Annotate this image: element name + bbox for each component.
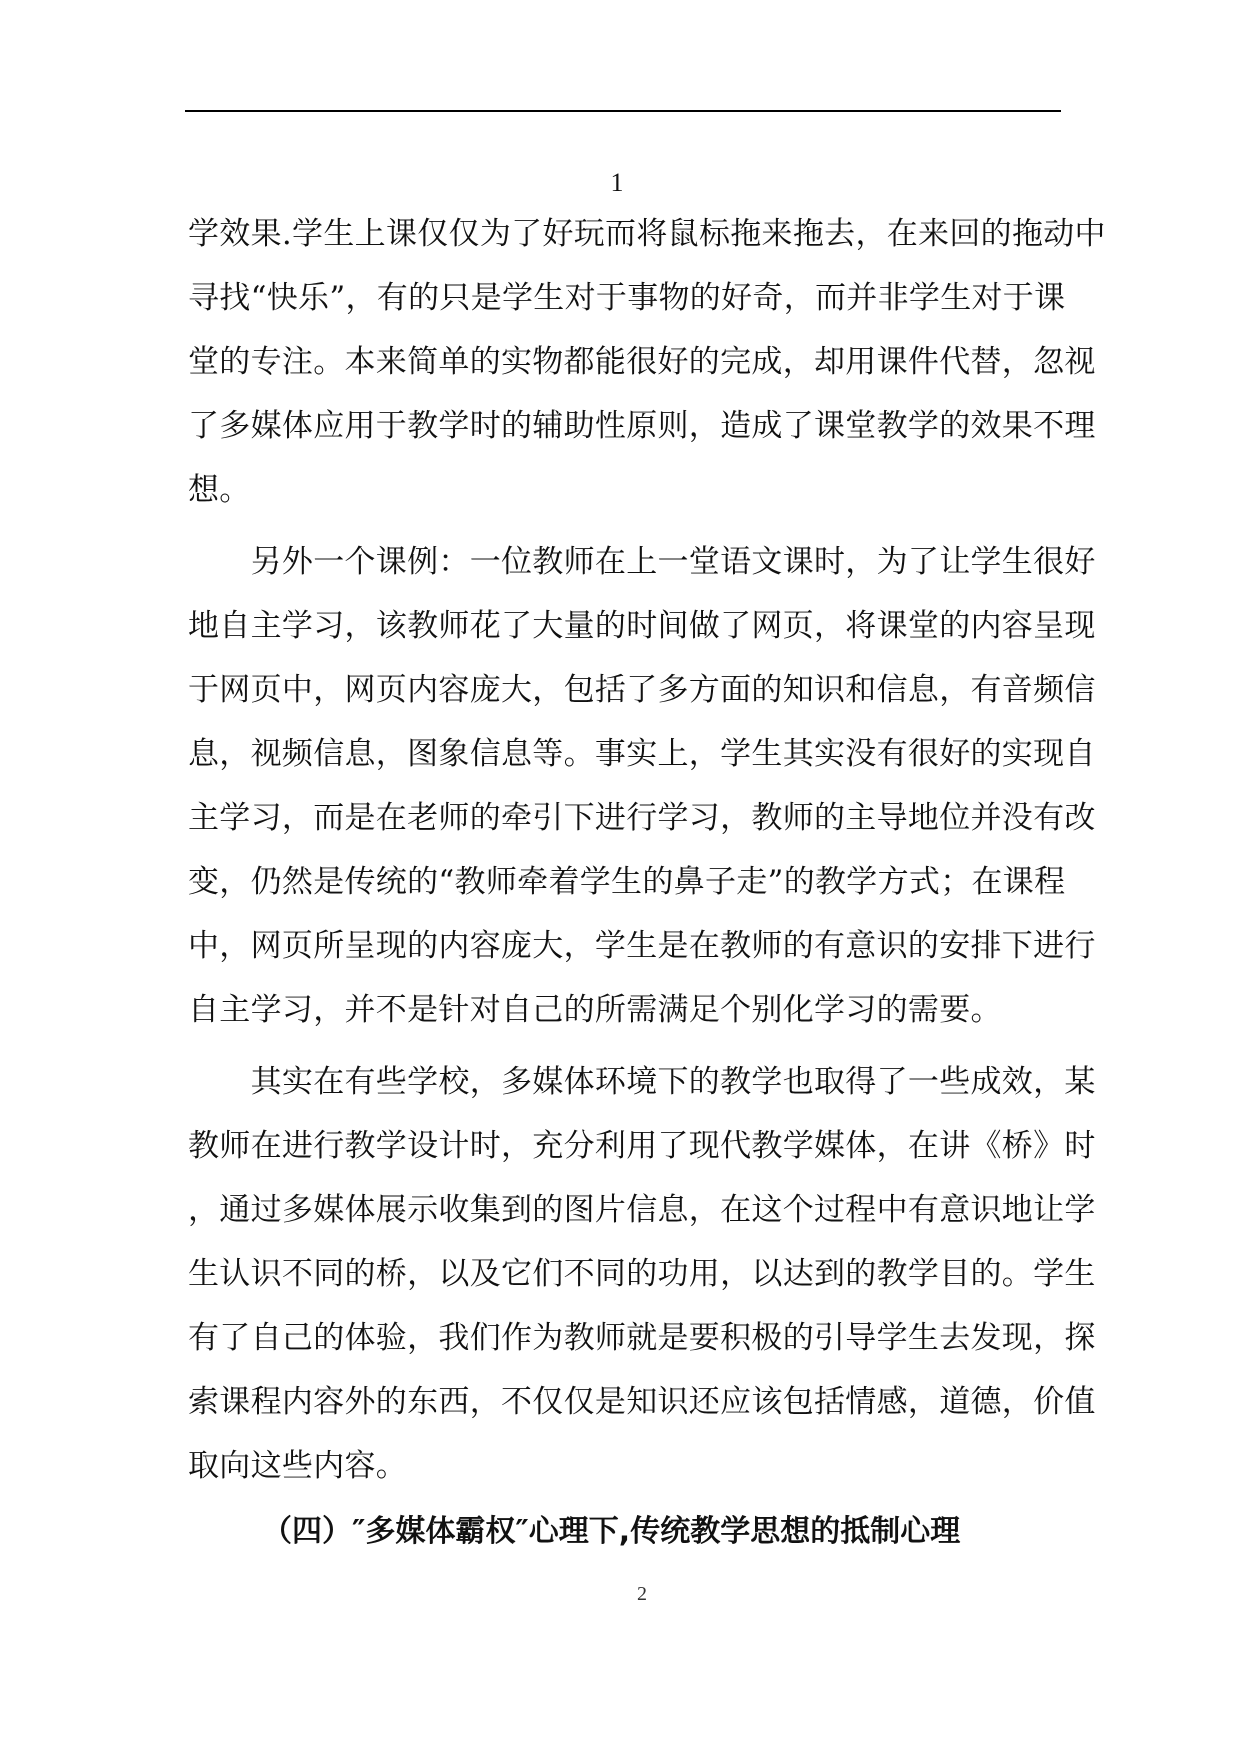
- page-number-top: 1: [610, 168, 624, 197]
- text-line: 学效果.学生上课仅仅为了好玩而将鼠标拖来拖去，在来回的拖动中: [188, 216, 1106, 252]
- text-line: 堂的专注。本来简单的实物都能很好的完成，却用课件代替，忽视: [188, 344, 1096, 380]
- text-line: 于网页中，网页内容庞大，包括了多方面的知识和信息，有音频信: [188, 672, 1096, 708]
- text-line: 息，视频信息，图象信息等。事实上，学生其实没有很好的实现自: [188, 736, 1096, 772]
- text-line: 自主学习，并不是针对自己的所需满足个别化学习的需要。: [188, 992, 1002, 1028]
- text-line: 教师在进行教学设计时，充分利用了现代教学媒体，在讲《桥》时: [188, 1128, 1096, 1164]
- text-line: ，通过多媒体展示收集到的图片信息，在这个过程中有意识地让学: [188, 1192, 1096, 1228]
- text-line: 取向这些内容。: [188, 1448, 408, 1484]
- text-line: 其实在有些学校，多媒体环境下的教学也取得了一些成效，某: [188, 1064, 1096, 1100]
- text-line: 另外一个课例：一位教师在上一堂语文课时，为了让学生很好: [188, 544, 1096, 580]
- page-number-bottom: 2: [637, 1583, 647, 1605]
- text-line: 主学习，而是在老师的牵引下进行学习，教师的主导地位并没有改: [188, 800, 1096, 836]
- text-line: 索课程内容外的东西，不仅仅是知识还应该包括情感，道德，价值: [188, 1384, 1096, 1420]
- header-rule: [185, 110, 1061, 112]
- text-line: 了多媒体应用于教学时的辅助性原则，造成了课堂教学的效果不理: [188, 408, 1096, 444]
- text-line: 有了自己的体验，我们作为教师就是要积极的引导学生去发现，探: [188, 1320, 1096, 1356]
- section-heading: （四）″多媒体霸权″心理下,传统教学思想的抵制心理: [262, 1514, 961, 1549]
- text-line: 生认识不同的桥，以及它们不同的功用，以达到的教学目的。学生: [188, 1256, 1096, 1292]
- text-line: 想。: [188, 472, 251, 508]
- text-line: 寻找“快乐”，有的只是学生对于事物的好奇，而并非学生对于课: [188, 280, 1066, 316]
- text-line: 变，仍然是传统的“教师牵着学生的鼻子走”的教学方式；在课程: [188, 864, 1066, 900]
- text-line: 中，网页所呈现的内容庞大，学生是在教师的有意识的安排下进行: [188, 928, 1096, 964]
- text-line: 地自主学习，该教师花了大量的时间做了网页，将课堂的内容呈现: [188, 608, 1096, 644]
